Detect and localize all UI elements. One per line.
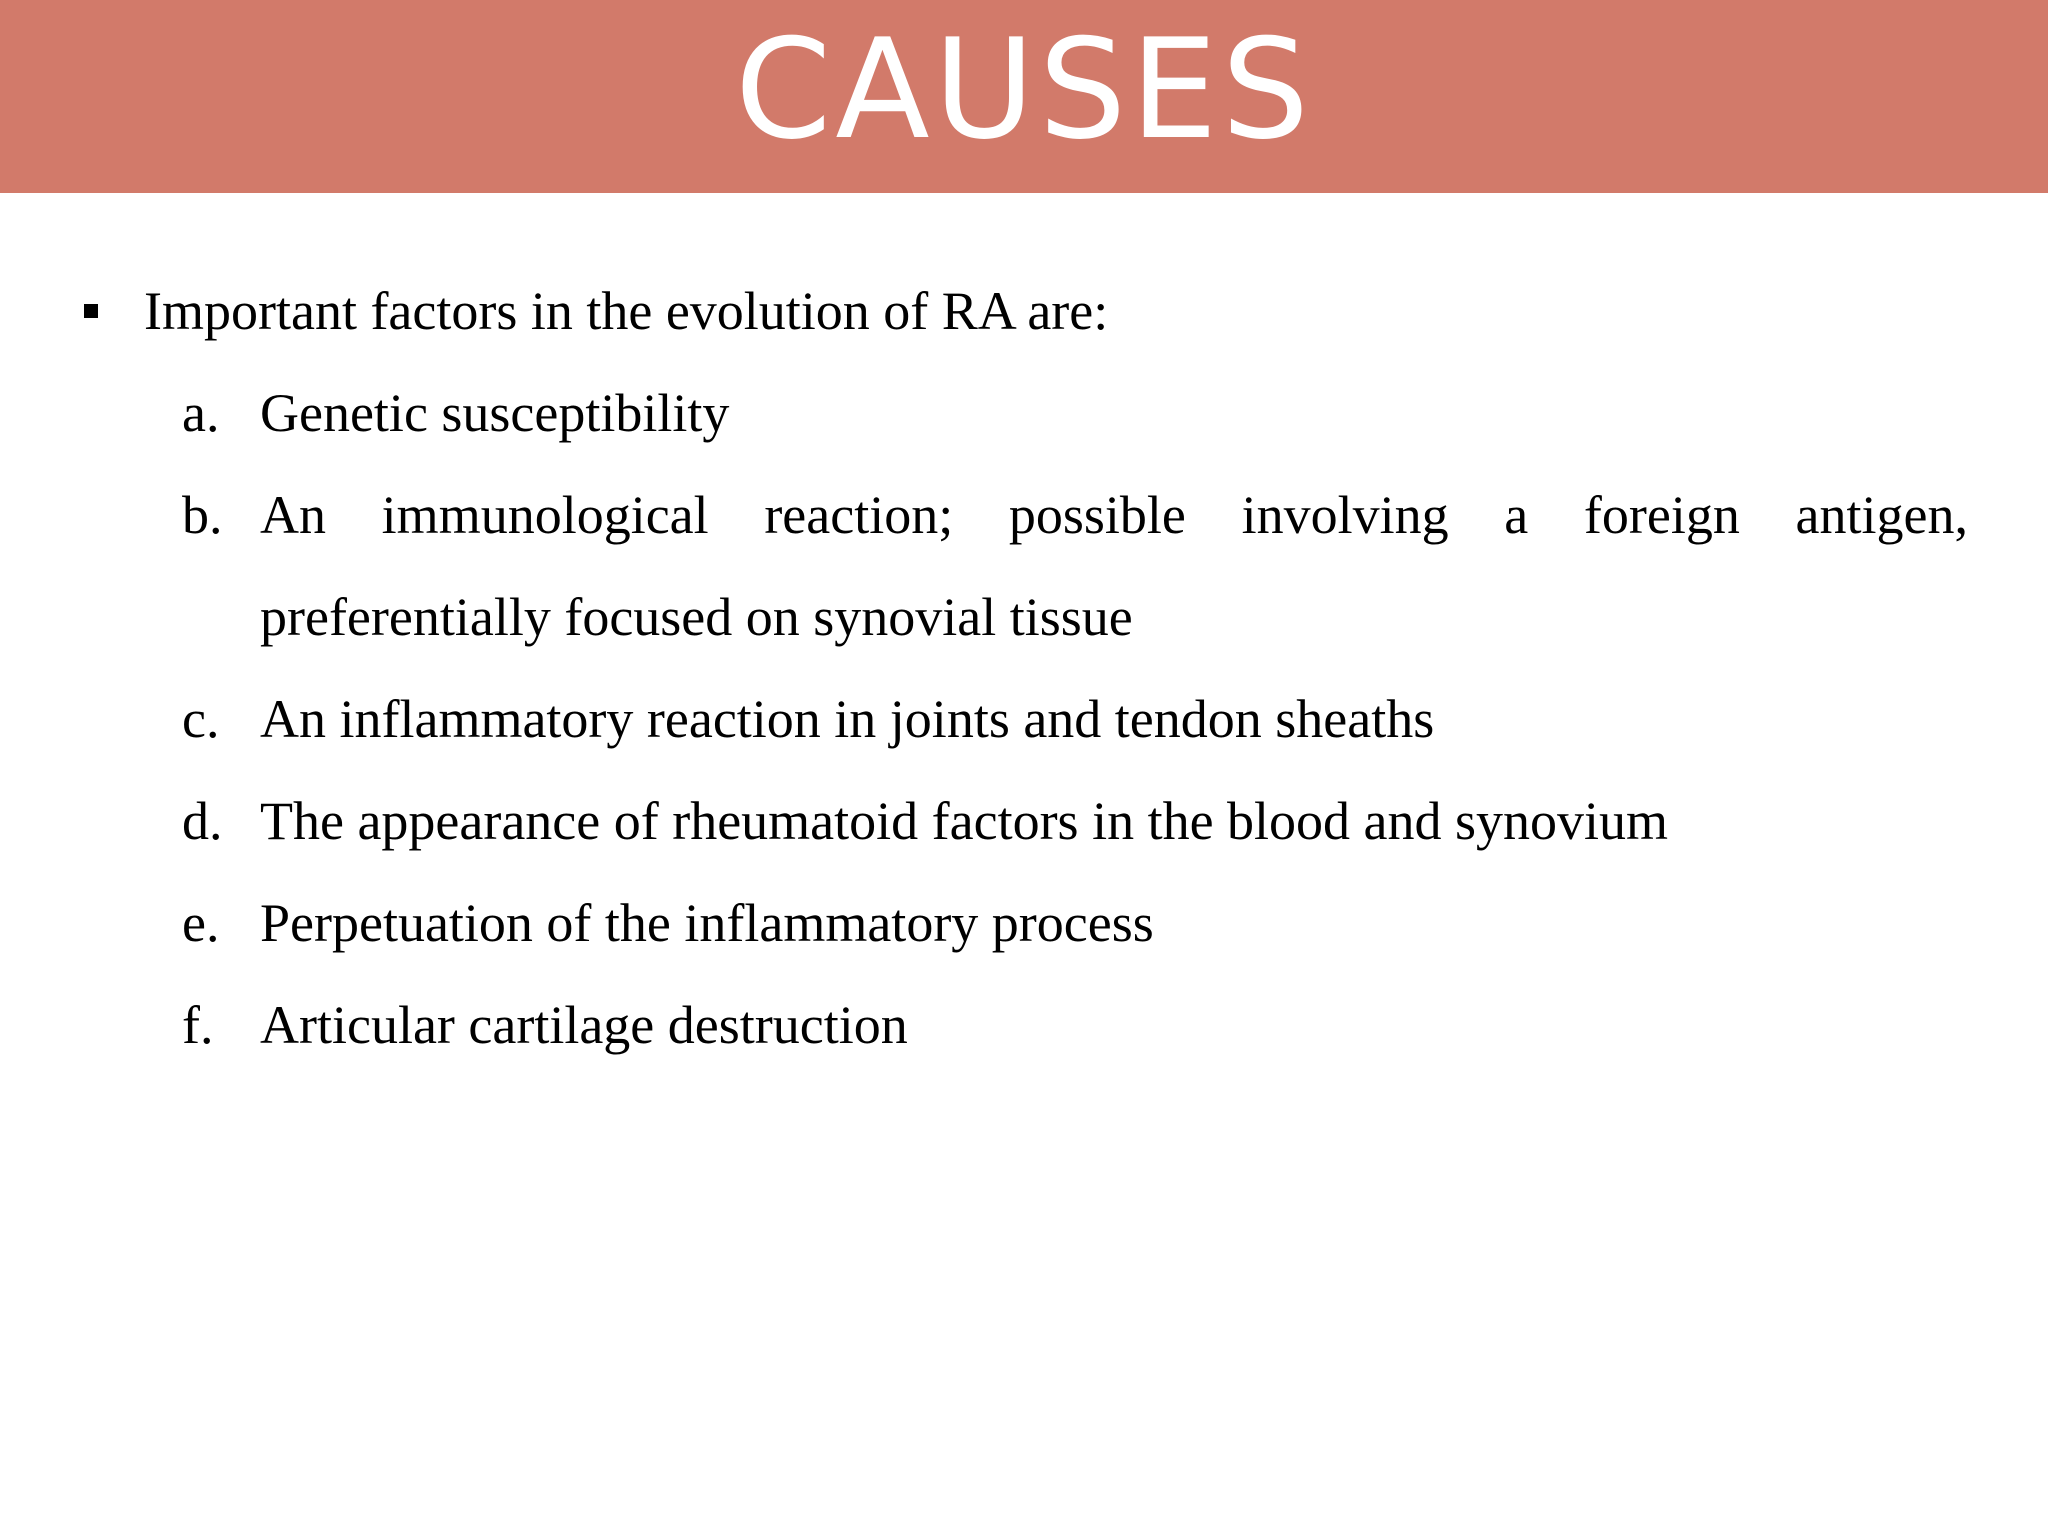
square-bullet-icon (84, 304, 98, 318)
list-marker: d. (182, 791, 223, 851)
list-item-text: An immunological reaction; possible involving a foreign antigen, preferentially focused on synovial tissue (260, 485, 1968, 647)
list-item-c (182, 668, 1968, 770)
list-item-text: Perpetuation of the inflammatory process (260, 893, 1154, 953)
list-marker: a. (182, 383, 220, 443)
list-marker: b. (182, 485, 223, 545)
list-item-text: Articular cartilage destruction (260, 995, 908, 1055)
intro-text: Important factors in the evolution of RA are: (144, 281, 1109, 341)
list-item-b (182, 464, 1968, 668)
list-item-text: Genetic susceptibility (260, 383, 730, 443)
list-marker: e. (182, 893, 220, 953)
intro-bullet (84, 276, 1984, 346)
list-marker: c. (182, 689, 220, 749)
list-item-text: An inflammatory reaction in joints and tendon sheaths (260, 689, 1435, 749)
list-item-d (182, 770, 1968, 872)
list-item-a (182, 362, 1968, 464)
slide-title: CAUSES (734, 9, 1314, 170)
list-item-f (182, 974, 1968, 1076)
list-item-e (182, 872, 1968, 974)
list-item-text: The appearance of rheumatoid factors in the blood and synovium (260, 791, 1669, 851)
list-marker: f. (182, 995, 214, 1055)
